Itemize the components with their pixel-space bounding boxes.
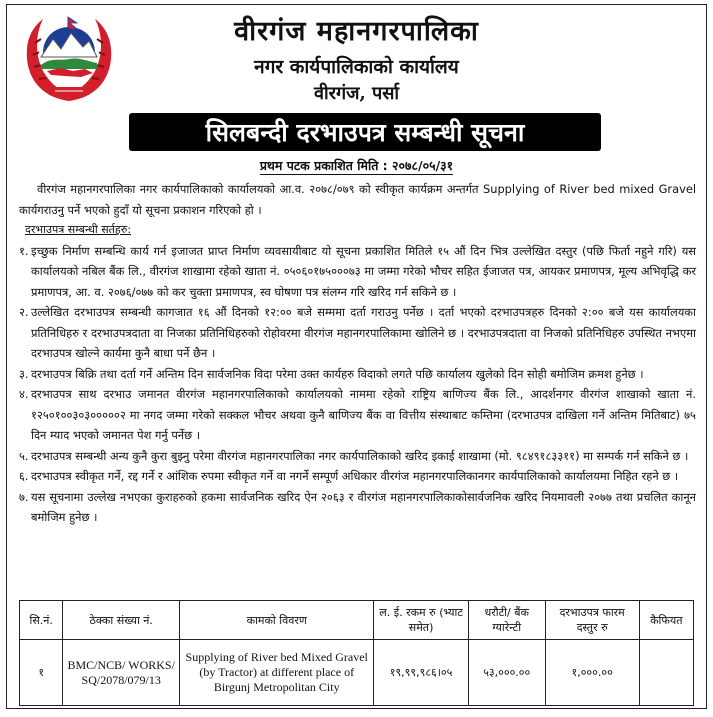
header-form-fee: दरभाउपत्र फारम दस्तुर रु xyxy=(545,601,639,640)
condition-text: दरभाउपत्र स्वीकृत गर्ने, रद्द गर्ने र आंशिक रुपमा स्वीकृत गर्ने वा नगर्ने सम्पूर्ण अधिकार वीरगंज महानगरपालिकानगर कार्यपालिकाको कार्यालयमा निहित रहने छ । xyxy=(31,469,679,483)
cell-remarks xyxy=(639,640,693,706)
condition-number: ५. xyxy=(19,448,29,463)
header-cost-estimate: ल. ई. रकम रु (भ्याट समेत) xyxy=(374,601,468,640)
contract-table xyxy=(19,600,694,706)
condition-text: यस सूचनामा उल्लेख नभएका कुराहरुको हकमा सार्वजनिक खरिद ऐन २०६३ र वीरगंज महानगरपालिकाकोसार्वजनिक खरिद नियमावली २०७७ तथा प्रचलित कानून बमोजिम हुनेछ । xyxy=(31,489,696,524)
header-work-description: कामको विवरण xyxy=(180,601,374,640)
list-item xyxy=(19,364,696,385)
list-item xyxy=(19,466,696,487)
notice-page xyxy=(6,4,707,709)
condition-text: उल्लेखित दरभाउपत्र सम्बन्धी कागजात १६ औं दिनको १२:०० बजे सम्ममा दर्ता गराउनु पर्नेछ । दर्ता भएको दरभाउपत्रहरु दिनको २:०० बजे यस कार्यालयका प्रतिनिधिहरु र दरभाउपत्रदाता वा निजका प्रतिनिधिहरुको रोहोवरमा वीरगंज महानगरपालिकामा खोलिने छ । दरभाउपत्रदाता वा निजको प्रतिनिधिहरु उपस्थित नभएमा दरभाउपत्र खोल्ने कार्यमा कुनै बाधा पर्ने छैन । xyxy=(31,305,696,360)
conditions-heading: दरभाउपत्र सम्बन्धी सर्तहरु: xyxy=(25,223,132,236)
condition-number: २. xyxy=(19,305,29,319)
publish-date-value: २०७८/०५/३१ xyxy=(392,158,454,173)
publish-date-line xyxy=(7,157,706,174)
condition-number: १. xyxy=(19,243,29,258)
office-name: नगर कार्यपालिकाको कार्यालय xyxy=(254,56,459,78)
condition-number: ६. xyxy=(19,469,29,483)
office-location: वीरगंज, पर्सा xyxy=(313,83,400,104)
cell-cost-estimate: १९,९९,९८६।०५ xyxy=(374,640,468,706)
publish-date-label: प्रथम पटक प्रकाशित मिति : xyxy=(259,158,388,173)
intro-paragraph: वीरगंज महानगरपालिका नगर कार्यपालिकाको कार्यालयको आ.व. २०७८/०७९ को स्वीकृत कार्यक्रम अन्तर्गत Supplying of River bed mixed Gravel कार्यगराउनु पर्ने भएको हुदाँ यो सूचना प्रकाशन गरिएको हो । xyxy=(19,182,696,217)
condition-text: दरभाउपत्र सम्बन्धी अन्य कुनै कुरा बुझ्नु परेमा वीरगंज महानगरपालिका नगर कार्यपालिकाको खरिद इकाई शाखामा (मो. ९८४९१८३३११) मा सम्पर्क गर्न सकिने छ । xyxy=(31,448,689,463)
list-item xyxy=(19,241,696,303)
header-contract-number: ठेक्का संख्या नं. xyxy=(63,601,180,640)
cell-work-description: Supplying of River bed Mixed Gravel (by Tractor) at different place of Birgunj Metropolitan City xyxy=(180,640,374,706)
condition-number: ४. xyxy=(19,387,29,401)
cell-form-fee: १,०००.०० xyxy=(545,640,639,706)
condition-text: दरभाउपत्र साथ दरभाउ जमानत वीरगंज महानगरपालिकाको कार्यालयको नाममा रहेको राष्ट्रिय बाणिज्य बैंक लि., आदर्शनगर वीरगंज शाखाको खाता नं. १२५०१००३०३०००००२ मा नगद जम्मा गरेको सक्कल भौचर अथवा कुनै बाणिज्य बैंक वा वित्तीय संस्थाबाट कम्तिमा (दरभाउपत्र दाखिला गर्ने अन्तिम मितिबाट) ७५ दिन म्याद भएको जमानत पेश गर्नु पर्नेछ । xyxy=(31,387,696,442)
cell-contract-number: BMC/NCB/ WORKS/ SQ/2078/079/13 xyxy=(63,640,180,706)
notice-title: सिलबन्दी दरभाउपत्र सम्बन्धी सूचना xyxy=(129,113,601,151)
notice-body xyxy=(19,179,696,528)
table-header-row xyxy=(20,601,694,640)
header-bank-guarantee: धरौटी/ बैंक ग्यारेन्टी xyxy=(468,601,545,640)
cell-serial: १ xyxy=(20,640,63,706)
condition-number: ३. xyxy=(19,366,29,381)
list-item xyxy=(19,487,696,528)
condition-text: इच्छुक निर्माण सम्बन्धि कार्य गर्न इजाजत प्राप्त निर्माण व्यवसायीबाट यो सूचना प्रकाशित मितिले १५ औं दिन भित्र उल्लेखित दस्तुर (पछि फिर्ता नहुने गरि) यस कार्यालयको नबिल बैंक लि., वीरगंज शाखामा रहेको खाता नं. ०५०६०१७५०००७३ मा जम्मा गरेको भौचर सहित ईजाजत पत्र, आयकर प्रमाणपत्र, मूल्य अभिवृद्धि कर प्रमाणपत्र, आ. व. २०७६/०७७ को कर चुक्ता प्रमाणपत्र, स्व घोषणा पत्र संलग्न गरि खरिद गर्न सकिने छ । xyxy=(31,243,696,299)
list-item xyxy=(19,384,696,446)
conditions-list xyxy=(19,241,696,528)
header-remarks: कैफियत xyxy=(639,601,693,640)
municipality-name: वीरगंज महानगरपालिका xyxy=(234,16,479,47)
list-item xyxy=(19,302,696,364)
table-row xyxy=(20,640,694,706)
header-serial: सि.नं. xyxy=(20,601,63,640)
condition-text: दरभाउपत्र बिक्रि तथा दर्ता गर्ने अन्तिम दिन सार्वजनिक विदा परेमा उक्त कार्यहरु विदाको लगते पछि कार्यालय खुलेको दिन सोही बमोजिम क्रमश हुनेछ । xyxy=(31,366,644,381)
condition-number: ७. xyxy=(19,489,29,504)
list-item xyxy=(19,446,696,467)
cell-bank-guarantee: ५३,०००.०० xyxy=(468,640,545,706)
